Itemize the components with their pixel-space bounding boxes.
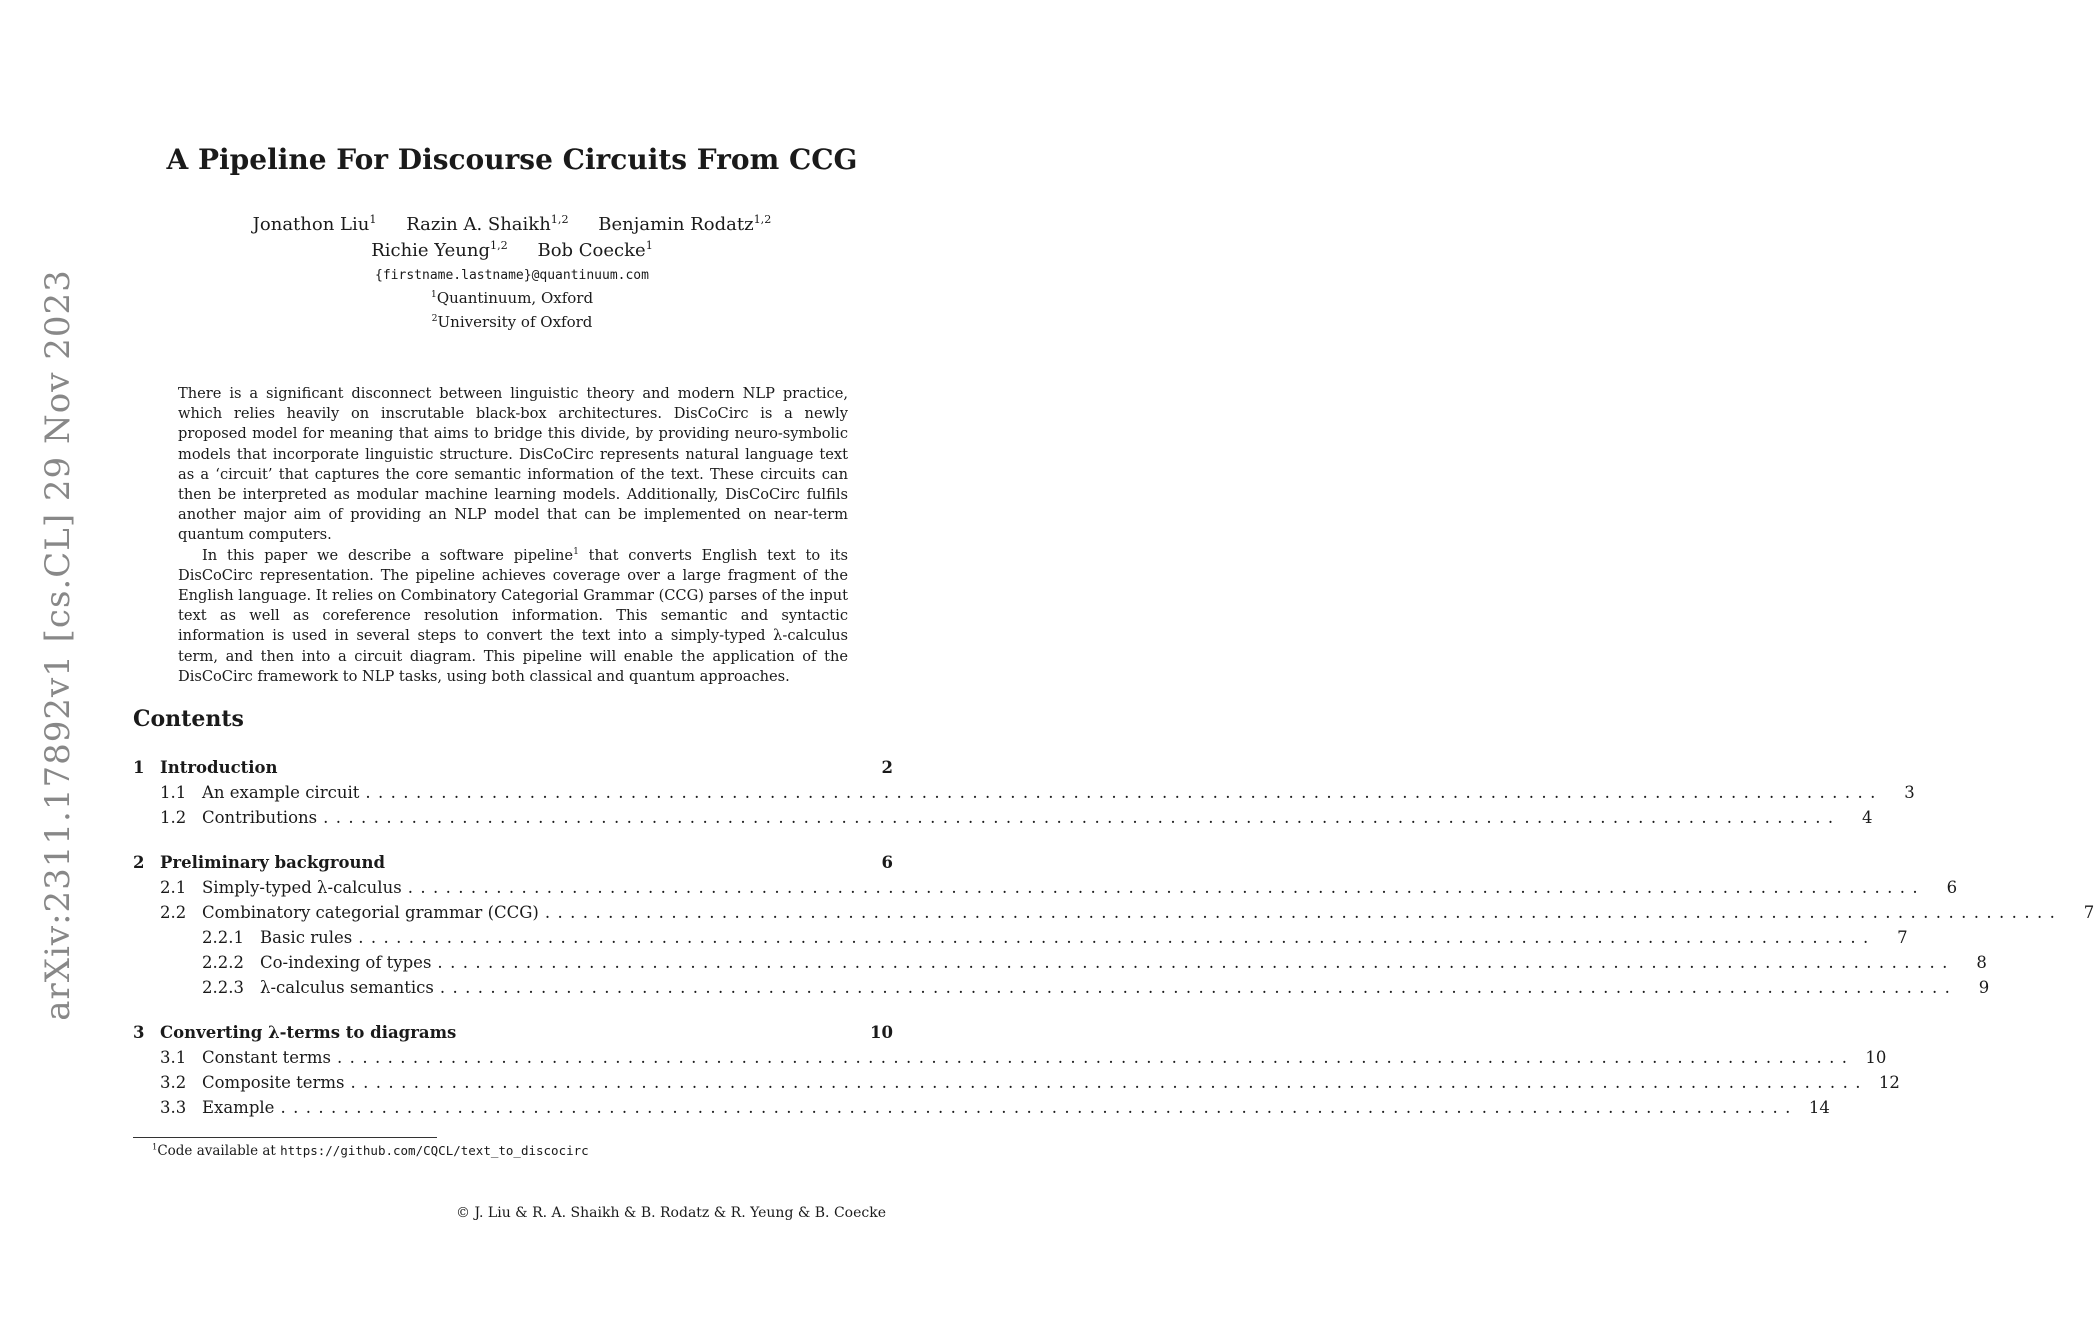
toc-entry-number: 2.1 [160,878,187,897]
toc-entry[interactable] [133,1023,893,1045]
abstract [178,384,848,687]
toc-entry[interactable] [133,1073,1900,1095]
author: Richie Yeung$^{1,2}$ [371,239,508,261]
abstract-paragraph: There is a significant disconnect between linguistic theory and modern NLP practice, which relies heavily on inscrutable black-box architectures. DisCoCirc is a newly proposed model for meaning that aims to bridge this divide, by providing neuro-symbolic models that incorporate linguistic structure. DisCoCirc represents natural language text as a ‘circuit’ that captures the core semantic information of the text. These circuits can then be interpreted as modular machine learning models. Additionally, DisCoCirc fulfils another major aim of providing an NLP model that can be implemented on near-term quantum computers. [178,385,848,544]
toc-entry-number: 2.2 [160,903,187,922]
toc-entry-title[interactable]: An example circuit [202,783,360,802]
toc-entry-number: 2.2.1 [202,928,244,947]
affiliation: $^1$Quantinuum, Oxford [430,289,594,307]
toc-entry-page[interactable]: 8 [1976,953,1987,972]
toc-entry-page[interactable]: 12 [1878,1073,1900,1092]
toc-entry-page[interactable]: 7 [1897,928,1908,947]
toc-leader-dots: ........................................................................................................................ [437,953,1955,972]
author: Jonathon Liu$^1$ [252,213,377,235]
toc-entry-page[interactable]: 6 [881,853,893,872]
toc-entry-number: 1.2 [160,808,187,827]
toc-entry-page[interactable]: 14 [1808,1098,1830,1117]
toc-leader-dots: ........................................................................................................................ [439,978,1958,997]
toc-entry[interactable] [133,903,2094,925]
footnote-divider [133,1137,437,1138]
toc-entry[interactable] [133,853,893,875]
toc-entry-number: 3 [133,1023,145,1042]
toc-entry[interactable] [133,978,1990,1000]
toc-entry[interactable] [133,808,1873,830]
toc-entry[interactable] [133,928,1908,950]
toc-entry-title[interactable]: Composite terms [202,1073,345,1092]
toc-entry[interactable] [133,783,1915,805]
toc-entry-title[interactable]: Constant terms [202,1048,332,1067]
contents-heading: Contents [133,706,244,732]
toc-entry[interactable] [133,758,893,780]
toc-entry[interactable] [133,1098,1830,1120]
copyright-notice: © J. Liu & R. A. Shaikh & B. Rodatz & R. Yeung & B. Coecke [456,1205,886,1221]
toc-entry-title[interactable]: Co-indexing of types [260,953,432,972]
toc-entry-page[interactable]: 4 [1862,808,1873,827]
toc-entry-number: 1.1 [160,783,187,802]
toc-entry-title[interactable]: λ-calculus semantics [260,978,434,997]
paper-title: A Pipeline For Discourse Circuits From CCG [166,143,858,176]
toc-leader-dots: ........................................................................................................................ [280,1098,1798,1117]
toc-entry-number: 3.1 [160,1048,187,1067]
author: Benjamin Rodatz$^{1,2}$ [598,213,772,235]
toc-entry-title[interactable]: Simply-typed λ-calculus [202,878,402,897]
toc-leader-dots: ........................................................................................................................ [358,928,1876,947]
toc-entry-title[interactable]: Combinatory categorial grammar (CCG) [202,903,539,922]
toc-leader-dots: ........................................................................................................................ [323,808,1841,827]
toc-entry-title[interactable]: Basic rules [260,928,353,947]
toc-entry[interactable] [133,953,1987,975]
toc-leader-dots: ........................................................................................................................ [365,783,1883,802]
toc-entry-page[interactable]: 6 [1946,878,1958,897]
affiliation: $^2$University of Oxford [431,313,593,331]
toc-entry-title[interactable]: Contributions [202,808,318,827]
toc-leader-dots: ........................................................................................................................ [544,903,2063,922]
toc-leader-dots: ........................................................................................................................ [337,1048,1855,1067]
toc-leader-dots: ........................................................................................................................ [407,878,1926,897]
toc-entry-page[interactable]: 2 [881,758,893,777]
toc-entry-title[interactable]: Converting λ-terms to diagrams [160,1023,457,1042]
toc-entry-number: 2 [133,853,145,872]
toc-entry-number: 3.2 [160,1073,187,1092]
footnote: $^1$Code available at https://github.com/CQCL/text_to_discocirc [152,1141,589,1159]
toc-entry-page[interactable]: 10 [1865,1048,1887,1067]
toc-entry[interactable] [133,1048,1887,1070]
toc-entry-page[interactable]: 7 [2083,903,2094,922]
footnote-marker[interactable]: 1 [573,546,579,557]
toc-entry-title[interactable]: Introduction [160,758,278,777]
authors-line-2 [0,240,1024,261]
toc-entry-page[interactable]: 10 [870,1023,893,1042]
toc-entry-page[interactable]: 3 [1904,783,1915,802]
author: Bob Coecke$^1$ [537,239,653,261]
toc-entry-number: 2.2.2 [202,953,244,972]
toc-entry-title[interactable]: Example [202,1098,275,1117]
toc-entry-number: 3.3 [160,1098,187,1117]
arxiv-identifier-stamp: arXiv:2311.17892v1 [cs.CL] 29 Nov 2023 [38,269,78,1021]
toc-leader-dots: ........................................................................................................................ [350,1073,1868,1092]
author: Razin A. Shaikh$^{1,2}$ [406,213,569,235]
toc-entry-page[interactable]: 9 [1978,978,1990,997]
repository-link[interactable]: https://github.com/CQCL/text_to_discocirc [280,1143,589,1158]
toc-entry-number: 1 [133,758,145,777]
toc-entry[interactable] [133,878,1958,900]
toc-entry-number: 2.2.3 [202,978,244,997]
authors-line-1 [0,214,1024,235]
toc-entry-title[interactable]: Preliminary background [160,853,386,872]
author-email: {firstname.lastname}@quantinuum.com [375,268,649,283]
abstract-paragraph: In this paper we describe a software pipeline$^1$ that converts English text to its DisCoCirc representation. The pipeline achieves coverage over a large fragment of the English language. It relies on Combinatory Categorial Grammar (CCG) parses of the input text as well as coreference resolution information. This semantic and syntactic information is used in several steps to convert the text into a simply-typed λ-calculus term, and then into a circuit diagram. This pipeline will enable the application of the DisCoCirc framework to NLP tasks, using both classical and quantum approaches. [178,546,848,685]
